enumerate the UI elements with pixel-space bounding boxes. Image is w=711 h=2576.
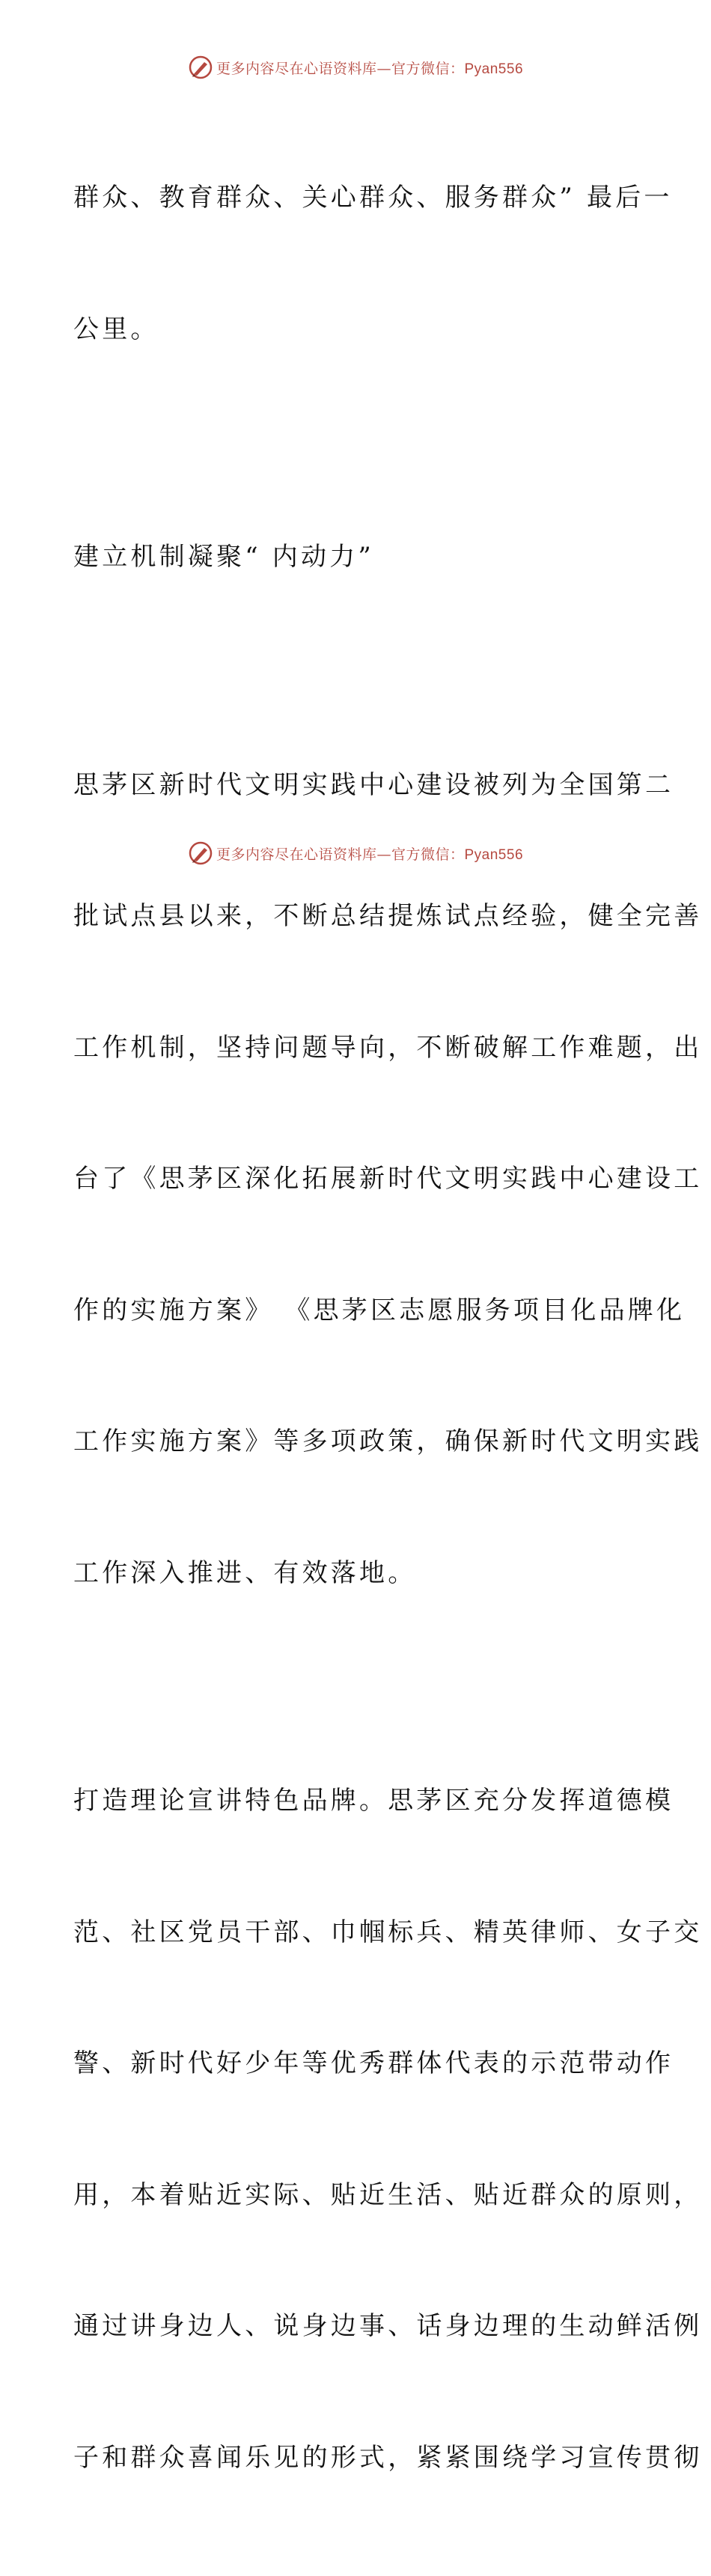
- text-line: 公里。: [73, 314, 159, 344]
- text-line: 台了《思茅区深化拓展新时代文明实践中心建设工: [73, 1164, 703, 1194]
- text-line: 批试点县以来，不断总结提炼试点经验，健全完善: [73, 901, 703, 931]
- text-line: 子和群众喜闻乐见的形式，紧紧围绕学习宣传贯彻: [73, 2442, 703, 2473]
- header-watermark: [0, 52, 711, 82]
- text-line: 警、新时代好少年等优秀群体代表的示范带动作: [73, 2048, 674, 2078]
- paragraph-1: [73, 88, 673, 439]
- paragraph-2: [73, 676, 703, 1683]
- text-line: 工作实施方案》等多项政策，确保新时代文明实践: [73, 1426, 703, 1456]
- text-line: 作的实施方案》 《思茅区志愿服务项目化品牌化: [73, 1295, 686, 1325]
- text-line: 群众、教育群众、关心群众、服务群众” 最后一: [73, 183, 673, 213]
- text-line: 范、社区党员干部、巾帼标兵、精英律师、女子交: [73, 1917, 703, 1947]
- section-heading: [73, 448, 642, 667]
- document-body: [73, 88, 703, 2576]
- text-line: 工作机制，坚持问题导向，不断破解工作难题，出: [73, 1032, 703, 1063]
- watermark-text: 更多内容尽在心语资料库—官方微信：Pyan556: [216, 846, 524, 863]
- watermark-text: 更多内容尽在心语资料库—官方微信：Pyan556: [216, 60, 524, 77]
- text-line: 建立机制凝聚“ 内动力”: [73, 542, 374, 572]
- paragraph-3: [73, 1691, 703, 2567]
- text-line: 用，本着贴近实际、贴近生活、贴近群众的原则，: [73, 2179, 703, 2210]
- pen-logo-icon: [188, 840, 213, 866]
- text-line: 通过讲身边人、说身边事、话身边理的生动鲜活例: [73, 2311, 703, 2341]
- footer-watermark: [0, 838, 711, 868]
- text-line: 工作深入推进、有效落地。: [73, 1557, 417, 1588]
- text-line: 思茅区新时代文明实践中心建设被列为全国第二: [73, 769, 674, 800]
- pen-logo-icon: [188, 55, 213, 80]
- text-line: 打造理论宣讲特色品牌。思茅区充分发挥道德模: [73, 1786, 674, 1816]
